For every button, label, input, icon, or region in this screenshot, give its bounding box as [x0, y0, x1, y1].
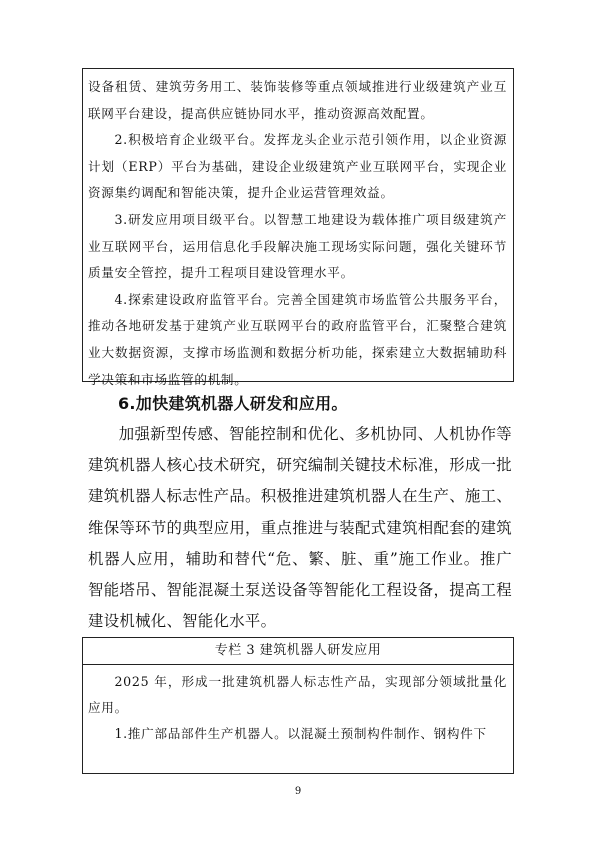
callout-box-robots	[82, 637, 514, 774]
section-heading: 6.加快建筑机器人研发和应用。	[118, 394, 348, 413]
callout-paragraph: 1.推广部品部件生产机器人。以混凝土预制构件制作、钢构件下	[114, 726, 487, 741]
callout-paragraph: 2025 年，形成一批建筑机器人标志性产品，实现部分领域批量化应用。	[88, 674, 507, 715]
callout-paragraph: 4.探索建设政府监管平台。完善全国建筑市场监管公共服务平台，推动各地研发基于建筑产业互联网平台的政府监管平台，汇聚整合建筑业大数据资源，支撑市场监测和数据分析功能，探索建立大数据辅助科学决策和市场监管的机制。	[88, 291, 507, 387]
callout-box-platforms	[82, 68, 514, 387]
callout-title: 专栏 3 建筑机器人研发应用	[83, 638, 513, 665]
callout-paragraph: 2.积极培育企业级平台。发挥龙头企业示范引领作用，以企业资源计划（ERP）平台为基础，建设企业级建筑产业互联网平台，实现企业资源集约调配和智能决策，提升企业运营管理效益。	[88, 132, 507, 201]
page-number: 9	[294, 786, 302, 797]
section-body: 加强新型传感、智能控制和优化、多机协同、人机协作等建筑机器人核心技术研究，研究编制关键技术标准，形成一批建筑机器人标志性产品。积极推进建筑机器人在生产、施工、维保等环节的典型应用，重点推进与装配式建筑相配套的建筑机器人应用，辅助和替代“危、繁、脏、重”施工作业。推广智能塔吊、智能混凝土泵送设备等智能化工程设备，提高工程建设机械化、智能化水平。	[88, 425, 512, 631]
callout-paragraph: 3.研发应用项目级平台。以智慧工地建设为载体推广项目级建筑产业互联网平台，运用信息化手段解决施工现场实际问题，强化关键环节质量安全管控，提升工程项目建设管理水平。	[88, 211, 507, 281]
callout-paragraph: 设备租赁、建筑劳务用工、装饰装修等重点领域推进行业级建筑产业互联网平台建设，提高供应链协同水平，推动资源高效配置。	[88, 79, 507, 121]
